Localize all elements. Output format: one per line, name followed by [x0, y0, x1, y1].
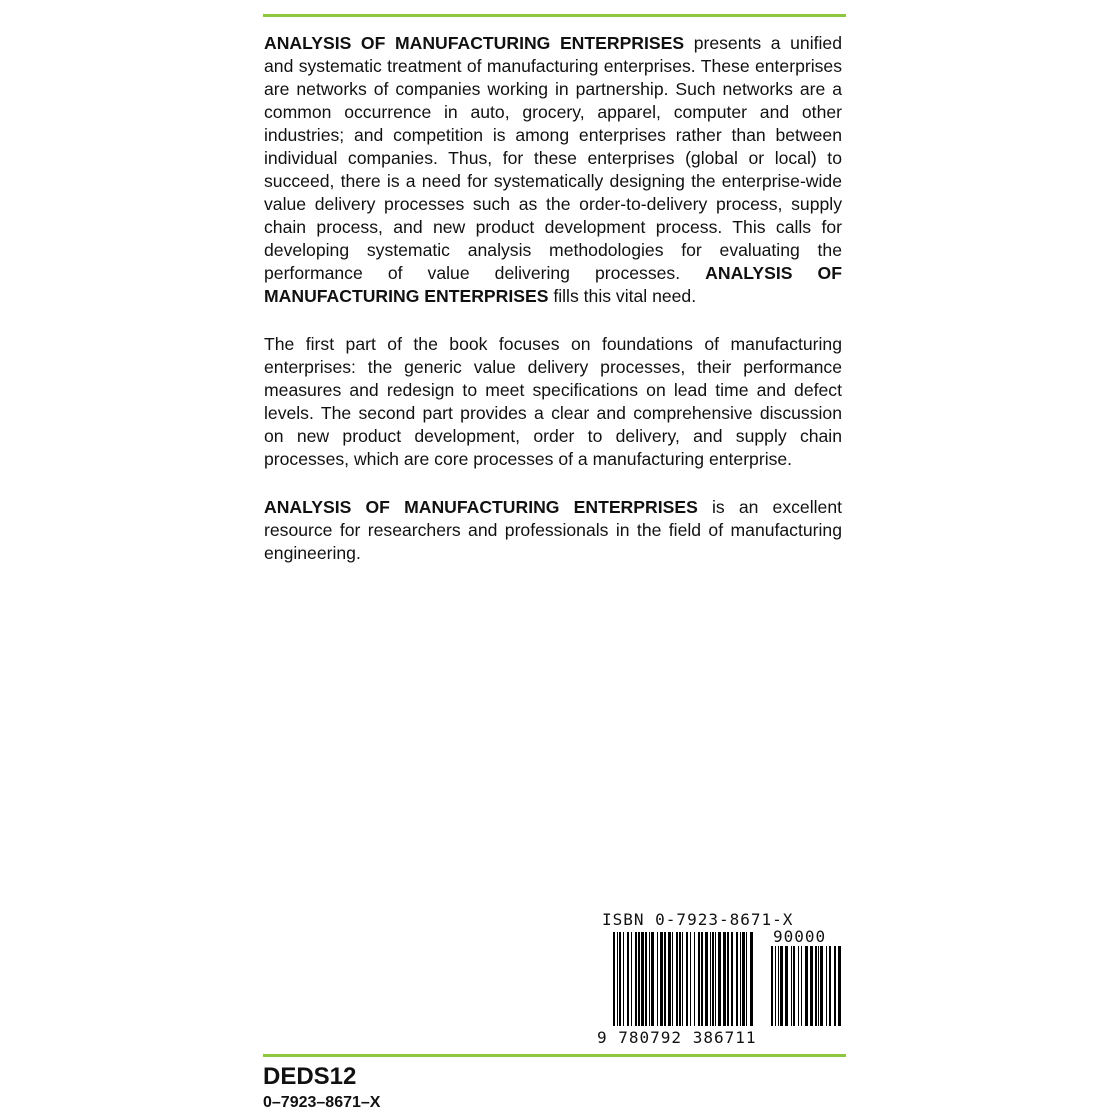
- barcode-bar: [775, 946, 776, 1026]
- barcode-bar: [785, 946, 788, 1026]
- barcode-bar: [798, 946, 799, 1026]
- book-title-bold: ANALYSIS OF MANUFACTURING ENTERPRISES: [264, 497, 698, 517]
- price-addon-label: 90000: [773, 927, 827, 946]
- paragraph-3-text: is an excellent resource for researchers and professionals in the field of manufacturing engineering.: [264, 497, 842, 563]
- barcode-bar: [740, 932, 741, 1026]
- barcode-bar: [780, 946, 783, 1026]
- footer-isbn: 0–7923–8671–X: [263, 1094, 381, 1111]
- isbn-barcode: [597, 910, 847, 1050]
- barcode-bar: [731, 932, 733, 1026]
- barcode-bar: [801, 946, 802, 1026]
- book-title-bold: ANALYSIS OF MANUFACTURING ENTERPRISES: [264, 33, 685, 53]
- paragraph-2: The first part of the book focuses on foundations of manufacturing enterprises: the generic value delivery processes, their performance measures and redesign to meet specifications on lead time and defect levels. The second part provides a clear and comprehensive discussion on new product development, order to delivery, and supply chain processes, which are core processes of a manufacturing enterprise.: [264, 334, 842, 469]
- barcode-bar: [627, 932, 629, 1026]
- barcode-bar: [810, 946, 813, 1026]
- barcode-bar: [635, 932, 637, 1026]
- barcode-bar: [631, 932, 632, 1026]
- barcode-bars: [597, 930, 847, 1030]
- top-green-rule: [263, 14, 846, 17]
- series-code: DEDS12: [263, 1063, 357, 1090]
- barcode-bar: [645, 932, 647, 1026]
- barcode-bar: [613, 932, 615, 1026]
- barcode-bar: [712, 932, 714, 1026]
- barcode-bar: [694, 932, 695, 1026]
- barcode-bar: [805, 946, 808, 1026]
- barcode-bar: [619, 932, 621, 1026]
- barcode-bar: [686, 932, 688, 1026]
- barcode-bar: [690, 932, 691, 1026]
- barcode-bar: [705, 932, 708, 1026]
- paragraph-1: [264, 32, 842, 308]
- paragraph-1-text: presents a unified and systematic treatment of manufacturing enterprises. These enterprises are networks of companies working in partnership. Such networks are a common occurrence in auto, grocery, apparel, computer and other industries; and competition is among enterprises rather than between individual companies. Thus, for these enterprises (global or local) to succeed, there is a need for systematically designing the enterprise-wide value delivery processes such as the order-to-delivery process, supply chain process, and new product development process. This calls for developing systematic analysis methodologies for evaluating the performance of value delivering processes.: [264, 33, 842, 283]
- barcode-bar: [617, 932, 618, 1026]
- barcode-bar: [657, 932, 658, 1026]
- barcode-bar: [815, 946, 817, 1026]
- paragraph-1-end: fills this vital need.: [548, 286, 697, 306]
- barcode-bar: [682, 932, 683, 1026]
- barcode-bar: [818, 946, 819, 1026]
- barcode-bar: [778, 946, 779, 1026]
- barcode-bar: [791, 946, 792, 1026]
- ean-digits: 9 780792 386711: [597, 1028, 757, 1047]
- barcode-bar: [651, 932, 654, 1026]
- barcode-bar: [641, 932, 644, 1026]
- barcode-bar: [668, 932, 671, 1026]
- book-title-bold: ANALYSIS OF MANUFACTURING ENTERPRISES: [264, 263, 842, 306]
- barcode-bar: [698, 932, 700, 1026]
- barcode-bar: [771, 946, 773, 1026]
- barcode-bar: [718, 932, 721, 1026]
- barcode-bar: [750, 932, 753, 1026]
- barcode-bar: [742, 932, 745, 1026]
- barcode-bar: [723, 932, 726, 1026]
- barcode-bar: [736, 932, 738, 1026]
- barcode-bar: [834, 946, 836, 1026]
- barcode-bar: [710, 932, 711, 1026]
- isbn-label: ISBN 0-7923-8671-X: [602, 910, 794, 929]
- barcode-bar: [649, 932, 650, 1026]
- barcode-bar: [746, 932, 747, 1026]
- barcode-bar: [829, 946, 831, 1026]
- barcode-bar: [676, 932, 678, 1026]
- barcode-bar: [727, 932, 729, 1026]
- barcode-bar: [701, 932, 703, 1026]
- barcode-bar: [826, 946, 827, 1026]
- bottom-green-rule: [263, 1054, 846, 1057]
- barcode-bar: [664, 932, 666, 1026]
- barcode-bar: [715, 932, 716, 1026]
- barcode-bar: [672, 932, 673, 1026]
- barcode-bar: [838, 946, 841, 1026]
- barcode-bar: [638, 932, 640, 1026]
- barcode-bar: [679, 932, 681, 1026]
- barcode-bar: [793, 946, 795, 1026]
- barcode-bar: [820, 946, 823, 1026]
- barcode-bar: [623, 932, 624, 1026]
- barcode-bar: [660, 932, 663, 1026]
- paragraph-3: [264, 496, 842, 565]
